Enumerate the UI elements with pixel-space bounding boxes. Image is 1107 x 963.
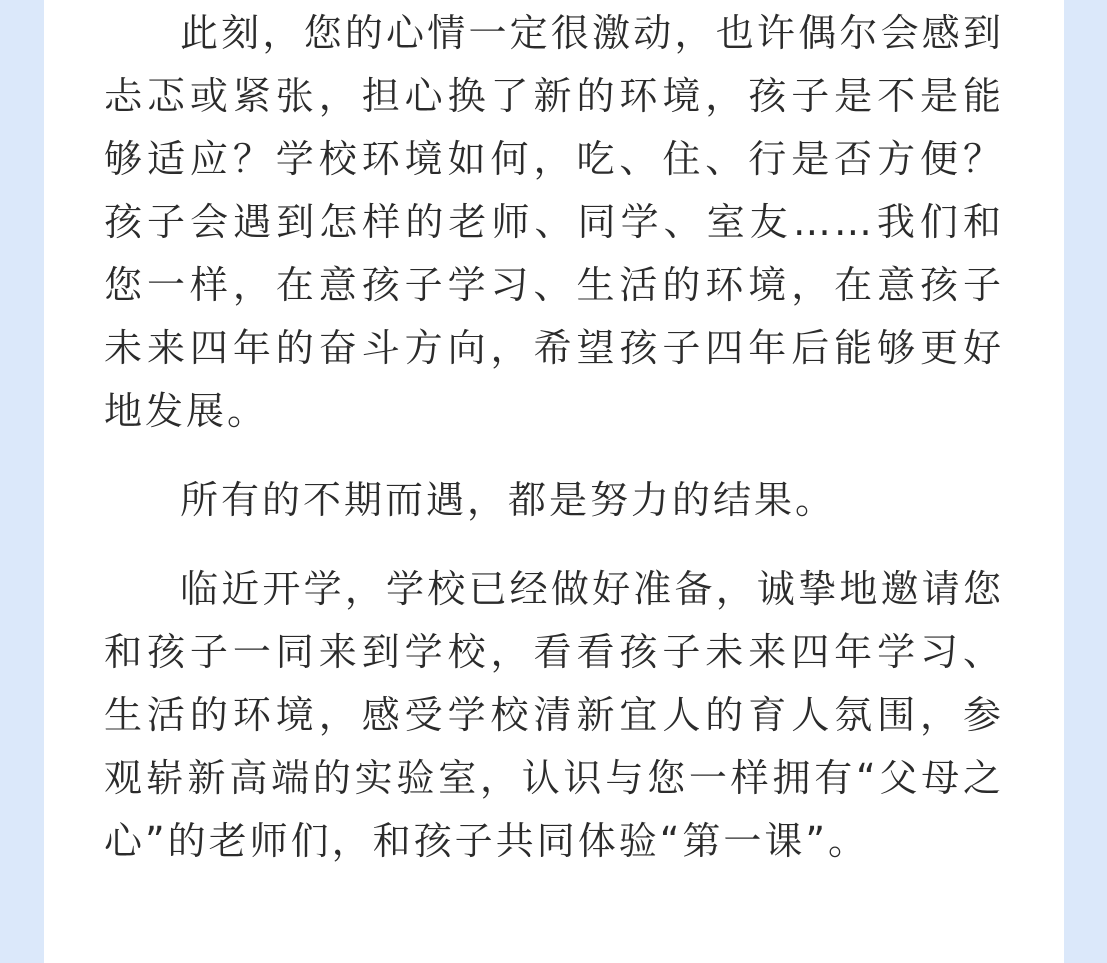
article-paragraph-3: 临近开学，学校已经做好准备，诚挚地邀请您和孩子一同来到学校，看看孩子未来四年学习、生活的环境，感受学校清新宜人的育人氛围，参观崭新高端的实验室，认识与您一样拥有“父母之心”的老师们，和孩子共同体验“第一课”。 <box>104 567 1004 863</box>
article-paragraph-1: 此刻，您的心情一定很激动，也许偶尔会感到忐忑或紧张，担心换了新的环境，孩子是不是能够适应？学校环境如何，吃、住、行是否方便？孩子会遇到怎样的老师、同学、室友……我们和您一样，在意孩子学习、生活的环境，在意孩子未来四年的奋斗方向，希望孩子四年后能够更好地发展。 <box>104 11 1004 433</box>
article-card <box>44 0 1064 963</box>
article-paragraph-2: 所有的不期而遇，都是努力的结果。 <box>180 478 837 522</box>
